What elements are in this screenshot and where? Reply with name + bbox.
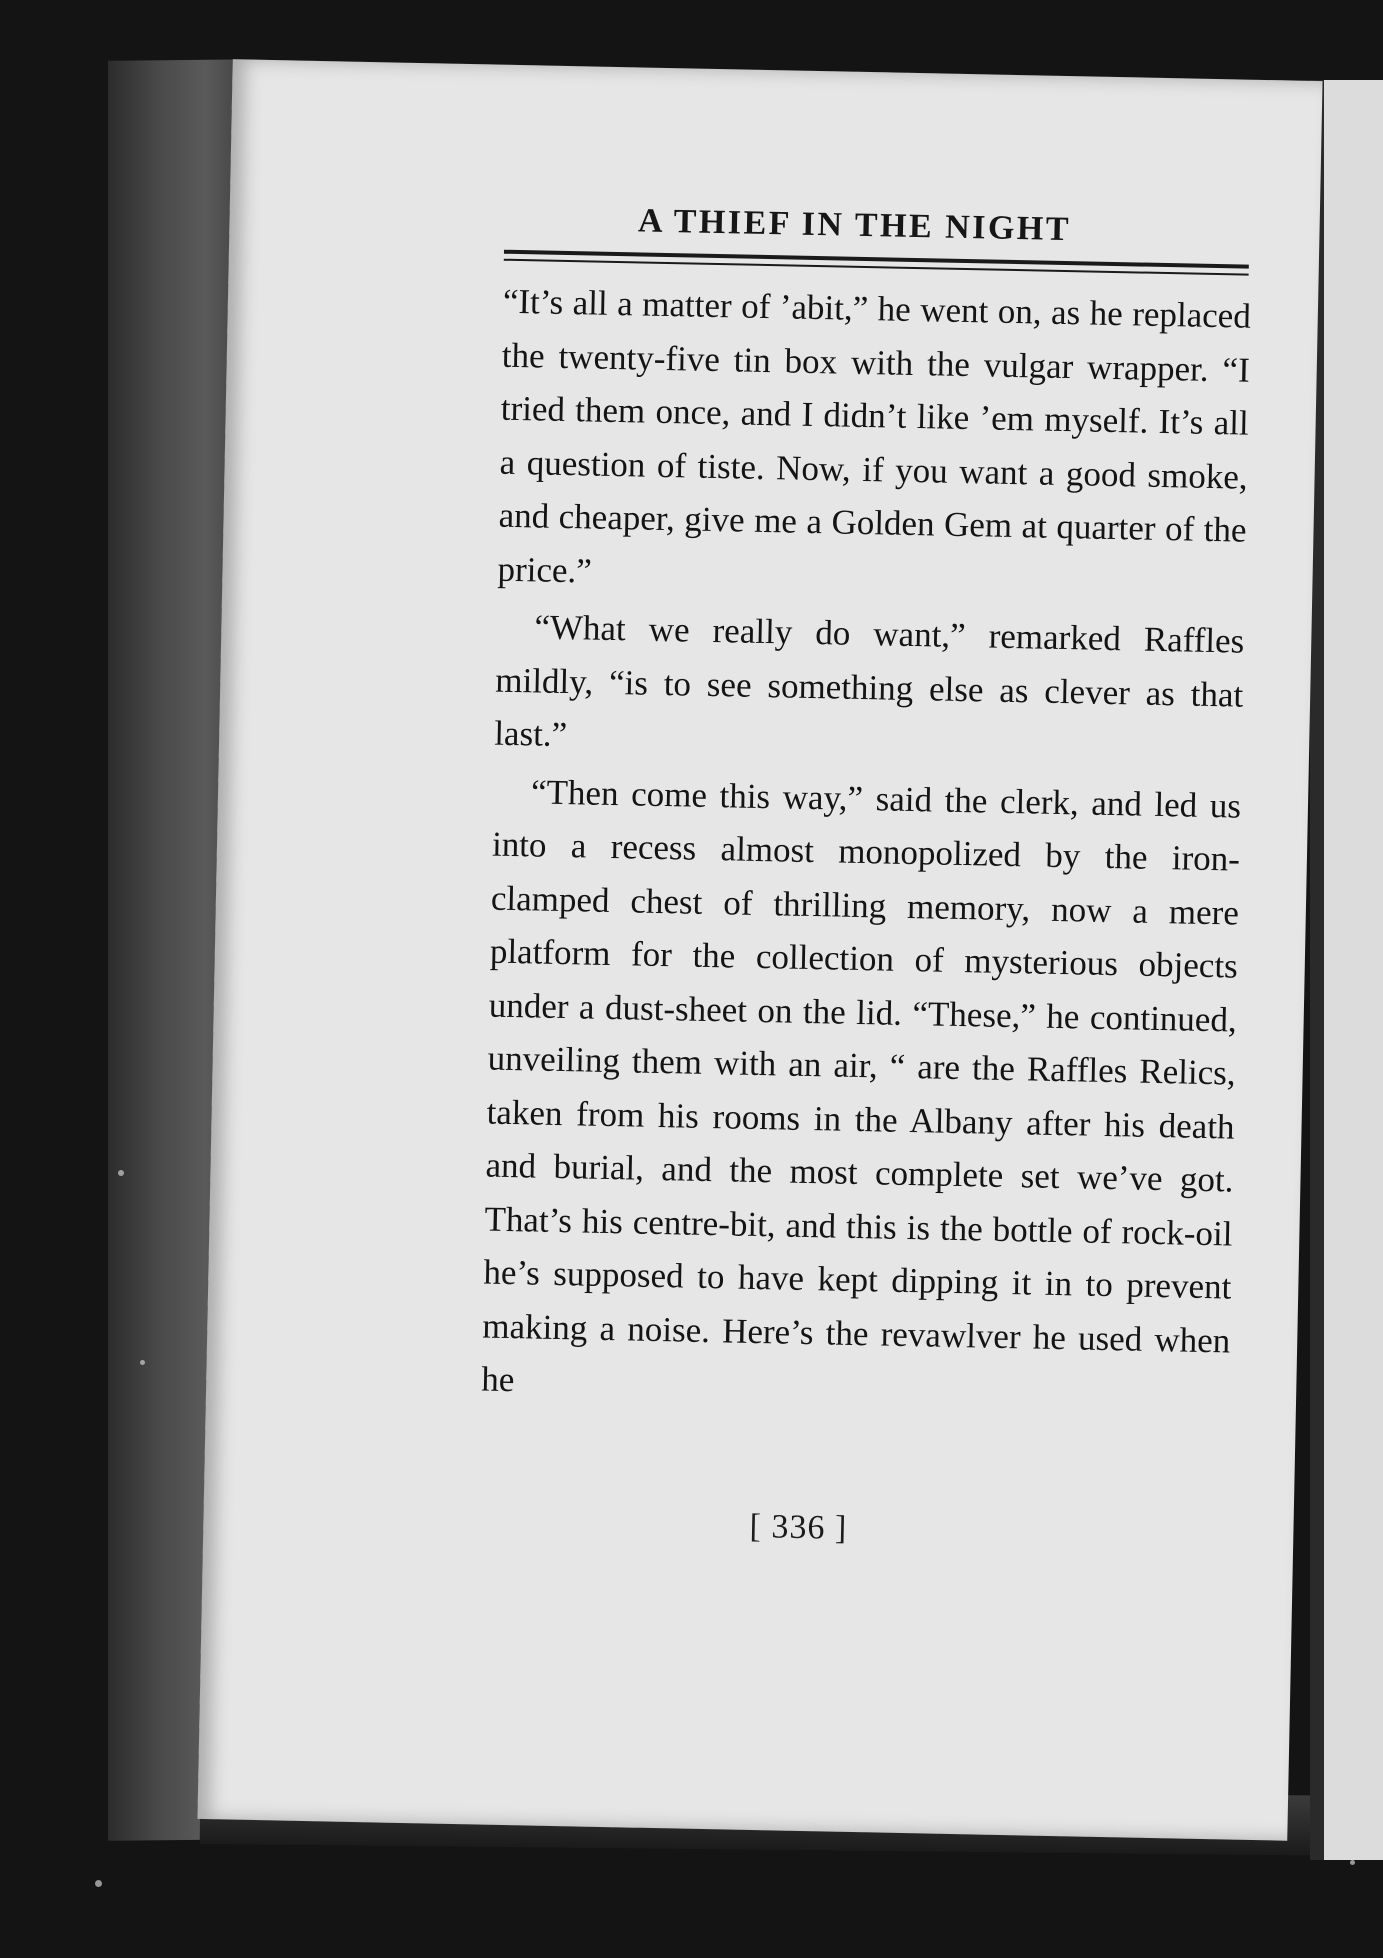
dust-speck	[95, 1880, 102, 1887]
running-head: A THIEF IN THE NIGHT	[637, 202, 1072, 249]
dust-speck	[140, 1360, 145, 1365]
body-text	[481, 275, 1252, 1421]
page-number	[203, 1497, 1294, 1557]
dust-speck	[118, 1170, 124, 1176]
page-number-text: [ 336 ]	[749, 1507, 848, 1547]
paragraph-1: “It’s all a matter of ’abit,” he went on, as he replaced the twenty-five tin box with the vulgar wrapper. “I tried them once, and I didn’t like ’em myself. It’s all a question of tiste. Now, if you want a good smoke, and cheaper, give me a Golden Gem at quarter of the price.”	[497, 281, 1252, 591]
facing-page-edge	[1310, 80, 1383, 1860]
page-header	[229, 194, 1320, 254]
dust-speck	[1350, 1860, 1355, 1865]
paragraph-2: “What we really do want,” remarked Raffles mildly, “is to see something else as clever as that last.”	[493, 607, 1245, 755]
header-rule-thin	[504, 259, 1249, 276]
book-page	[197, 59, 1322, 1841]
paragraph-3: “Then come this way,” said the clerk, and led us into a recess almost monopolized by the iron-clamped chest of thrilling memory, now a mere platform for the collection of mysterious objects under a dust-sheet on the lid. “These,” he continued, unveiling them with an air, “ are the Raffles Relics, taken from his rooms in the Albany after his death and burial, and the most complete set we’ve got. That’s his centre-bit, and this is the bottle of rock-oil he’s supposed to have kept dipping it in to prevent making a noise. Here’s the revawlver he used when he	[480, 771, 1242, 1400]
